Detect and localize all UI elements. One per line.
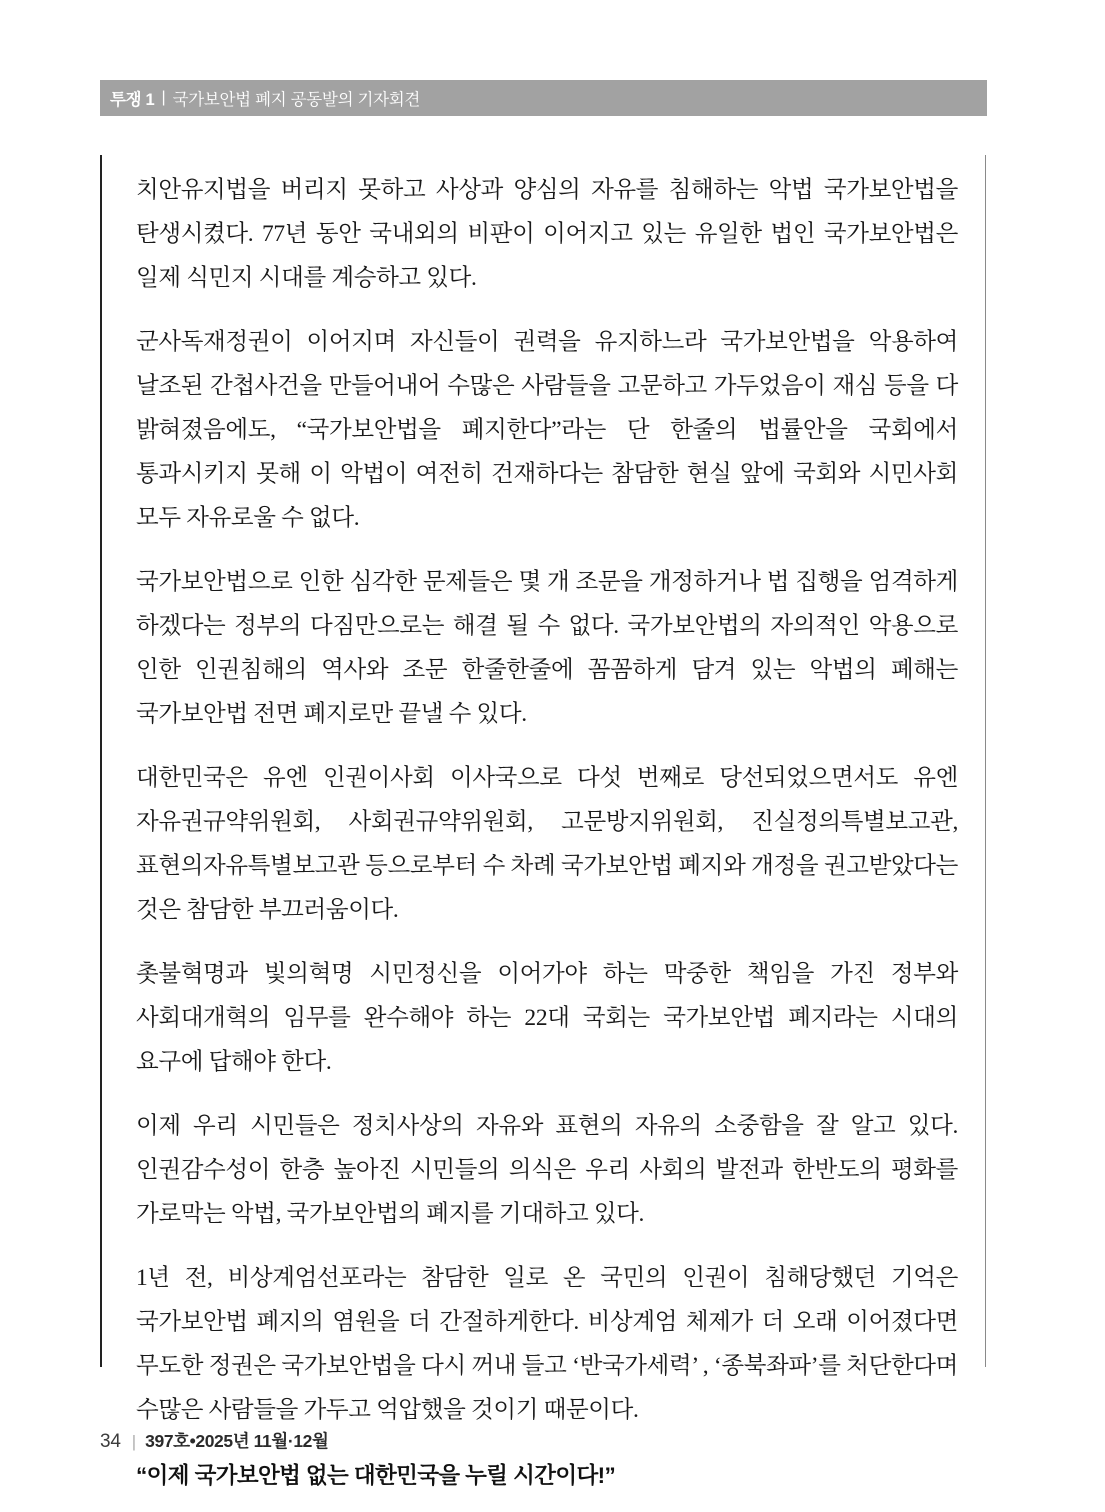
article-body bbox=[136, 168, 958, 1496]
column-rule-left bbox=[100, 155, 102, 1367]
header-subject: 국가보안법 폐지 공동발의 기자회견 bbox=[172, 91, 421, 109]
footer-divider: | bbox=[131, 1432, 137, 1451]
column-rule-right bbox=[985, 155, 986, 1367]
pullquote-text: “이제 국가보안법 없는 대한민국을 누릴 시간이다!” bbox=[136, 1463, 616, 1488]
footer-issue-label: 397호•2025년 11월·12월 bbox=[145, 1431, 329, 1451]
footer-page-number: 34 bbox=[100, 1431, 121, 1452]
header-divider: | bbox=[161, 89, 166, 106]
section-header-bar bbox=[100, 80, 987, 116]
page-footer bbox=[100, 1428, 329, 1453]
body-paragraph: 이제 우리 시민들은 정치사상의 자유와 표현의 자유의 소중함을 잘 알고 있다. 인권감수성이 한층 높아진 시민들의 의식은 우리 사회의 발전과 한반도의 평화를 가로막는 악법, 국가보안법의 폐지를 기대하고 있다. bbox=[136, 1113, 958, 1227]
body-paragraph: 1년 전, 비상계엄선포라는 참담한 일로 온 국민의 인권이 침해당했던 기억은 국가보안법 폐지의 염원을 더 간절하게한다. 비상계엄 체제가 더 오래 이어졌다면 무도한 정권은 국가보안법을 다시 꺼내 들고 ‘반국가세력’ , ‘종북좌파’를 처단한다며 수많은 사람들을 가두고 억압했을 것이기 때문이다. bbox=[136, 1265, 958, 1423]
body-paragraph: 치안유지법을 버리지 못하고 사상과 양심의 자유를 침해하는 악법 국가보안법을 탄생시켰다. 77년 동안 국내외의 비판이 이어지고 있는 유일한 법인 국가보안법은 일제 식민지 시대를 계승하고 있다. bbox=[136, 177, 958, 291]
body-paragraph: 촛불혁명과 빛의혁명 시민정신을 이어가야 하는 막중한 책임을 가진 정부와 사회대개혁의 임무를 완수해야 하는 22대 국회는 국가보안법 폐지라는 시대의 요구에 답해야 한다. bbox=[136, 961, 958, 1075]
header-kicker: 투쟁 1 bbox=[110, 91, 155, 109]
body-paragraph: 국가보안법으로 인한 심각한 문제들은 몇 개 조문을 개정하거나 법 집행을 엄격하게 하겠다는 정부의 다짐만으로는 해결 될 수 없다. 국가보안법의 자의적인 악용으로 인한 인권침해의 역사와 조문 한줄한줄에 꼼꼼하게 담겨 있는 악법의 폐해는 국가보안법 전면 폐지로만 끝낼 수 있다. bbox=[136, 569, 958, 727]
body-paragraph: 군사독재정권이 이어지며 자신들이 권력을 유지하느라 국가보안법을 악용하여 날조된 간첩사건을 만들어내어 수많은 사람들을 고문하고 가두었음이 재심 등을 다 밝혀졌음에도, “국가보안법을 폐지한다”라는 단 한줄의 법률안을 국회에서 통과시키지 못해 이 악법이 여전히 건재하다는 참담한 현실 앞에 국회와 시민사회 모두 자유로울 수 없다. bbox=[136, 329, 958, 531]
body-paragraph: 대한민국은 유엔 인권이사회 이사국으로 다섯 번째로 당선되었으면서도 유엔 자유권규약위원회, 사회권규약위원회, 고문방지위원회, 진실정의특별보고관, 표현의자유특별보고관 등으로부터 수 차례 국가보안법 폐지와 개정을 권고받았다는 것은 참담한 부끄러움이다. bbox=[136, 765, 958, 923]
